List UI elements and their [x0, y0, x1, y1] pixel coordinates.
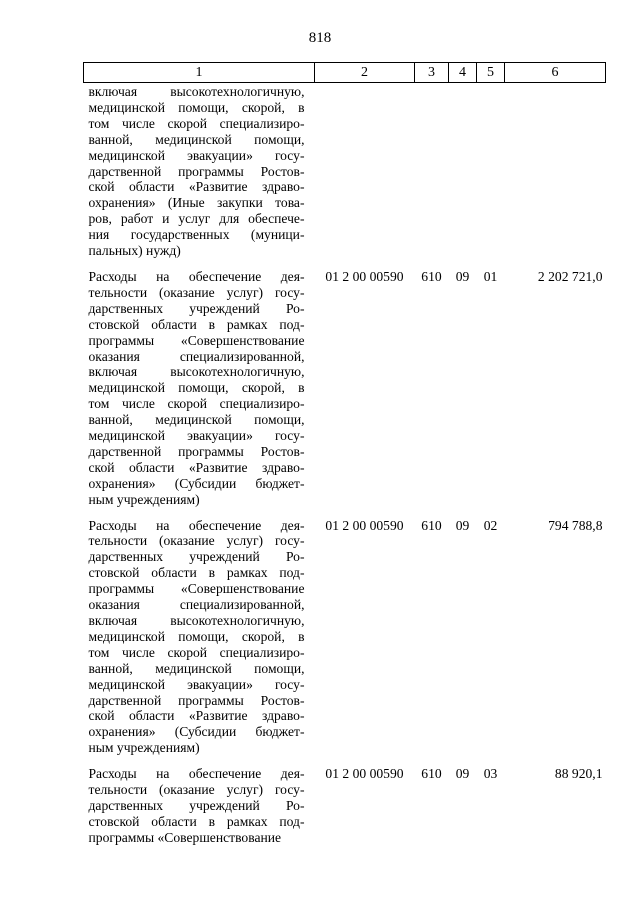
page-number: 818: [308, 30, 332, 46]
description-line: стовской области в рамках под-: [88, 565, 305, 581]
description-line: том числе скорой специализиро-: [88, 396, 305, 412]
description-line: ской области «Развитие здраво-: [88, 708, 305, 724]
section-code: 09: [455, 517, 470, 533]
column-header: 3: [415, 63, 449, 83]
description-line: медицинской эвакуации» госу-: [88, 428, 305, 444]
budget-table: [83, 62, 606, 855]
description-line: Расходы на обеспечение дея-: [88, 268, 305, 284]
table-row: [84, 765, 606, 855]
description-line: программы «Совершенствование: [88, 829, 282, 845]
description-line: ванной, медицинской помощи,: [88, 131, 305, 147]
column-header: 4: [449, 63, 477, 83]
table-header-row: [84, 63, 606, 83]
description-line: медицинской помощи, скорой, в: [88, 628, 305, 644]
amount-value: 2 202 721,0: [537, 268, 603, 284]
amount-value: [505, 83, 606, 268]
table-row: [84, 517, 606, 766]
target-article-code: 01 2 00 00590: [325, 517, 404, 533]
description-line: ской области «Развитие здраво-: [88, 179, 305, 195]
description-line: стовской области в рамках под-: [88, 316, 305, 332]
description-line: Расходы на обеспечение дея-: [88, 766, 305, 782]
description-line: том числе скорой специализиро-: [88, 644, 305, 660]
description-line: Расходы на обеспечение дея-: [88, 517, 305, 533]
column-header: 5: [477, 63, 505, 83]
description-line: программы «Совершенствование: [88, 332, 305, 348]
target-article-code: 01 2 00 00590: [325, 268, 404, 284]
amount-value: 88 920,1: [554, 766, 603, 782]
subsection-code: [477, 83, 505, 268]
description-line: медицинской помощи, скорой, в: [88, 99, 305, 115]
expense-type-code: 610: [421, 268, 442, 284]
description-line: ванной, медицинской помощи,: [88, 412, 305, 428]
description-line: программы «Совершенствование: [88, 581, 305, 597]
column-header: 1: [84, 63, 315, 83]
description-line: охранения» (Субсидии бюджет-: [88, 724, 305, 740]
subsection-code: 03: [483, 766, 498, 782]
description-line: охранения» (Иные закупки това-: [88, 195, 305, 211]
table-row: [84, 83, 606, 268]
description-line: включая высокотехнологичную,: [88, 364, 305, 380]
expense-description: [84, 268, 315, 517]
description-line: ным учреждениям): [88, 491, 200, 507]
description-line: тельности (оказание услуг) госу-: [88, 533, 305, 549]
description-line: ской области «Развитие здраво-: [88, 459, 305, 475]
subsection-code: 01: [483, 268, 498, 284]
description-line: пальных) нужд): [88, 243, 181, 259]
column-header: 6: [505, 63, 606, 83]
description-line: дарственных учреждений Ро-: [88, 300, 305, 316]
description-line: ванной, медицинской помощи,: [88, 660, 305, 676]
section-code: [449, 83, 477, 268]
description-line: том числе скорой специализиро-: [88, 115, 305, 131]
expense-description: [84, 83, 315, 268]
description-line: включая высокотехнологичную,: [88, 613, 305, 628]
description-line: ров, работ и услуг для обеспече-: [88, 211, 305, 227]
description-line: дарственной программы Ростов-: [88, 443, 305, 459]
description-line: медицинской помощи, скорой, в: [88, 380, 305, 396]
description-line: охранения» (Субсидии бюджет-: [88, 475, 305, 491]
description-line: ния государственных (муници-: [88, 227, 305, 243]
section-code: 09: [455, 766, 470, 782]
target-article-code: 01 2 00 00590: [325, 766, 404, 782]
description-line: оказания специализированной,: [88, 348, 305, 364]
description-line: ным учреждениям): [88, 740, 200, 756]
description-line: тельности (оказание услуг) госу-: [88, 782, 305, 798]
expense-type-code: 610: [421, 517, 442, 533]
description-line: включая высокотехнологичную,: [88, 84, 305, 99]
table-body: [84, 83, 606, 855]
description-line: стовской области в рамках под-: [88, 813, 305, 829]
table-row: [84, 268, 606, 517]
description-line: дарственной программы Ростов-: [88, 163, 305, 179]
target-article-code: [315, 83, 415, 268]
column-header: 2: [315, 63, 415, 83]
description-line: дарственных учреждений Ро-: [88, 549, 305, 565]
expense-description: [84, 765, 315, 855]
amount-value: 794 788,8: [548, 517, 603, 533]
expense-type-code: 610: [421, 766, 442, 782]
expense-type-code: [415, 83, 449, 268]
description-line: дарственных учреждений Ро-: [88, 797, 305, 813]
description-line: тельности (оказание услуг) госу-: [88, 284, 305, 300]
description-line: дарственной программы Ростов-: [88, 692, 305, 708]
subsection-code: 02: [483, 517, 498, 533]
section-code: 09: [455, 268, 470, 284]
description-line: медицинской эвакуации» госу-: [88, 147, 305, 163]
description-line: медицинской эвакуации» госу-: [88, 676, 305, 692]
description-line: оказания специализированной,: [88, 597, 305, 613]
expense-description: [84, 517, 315, 766]
